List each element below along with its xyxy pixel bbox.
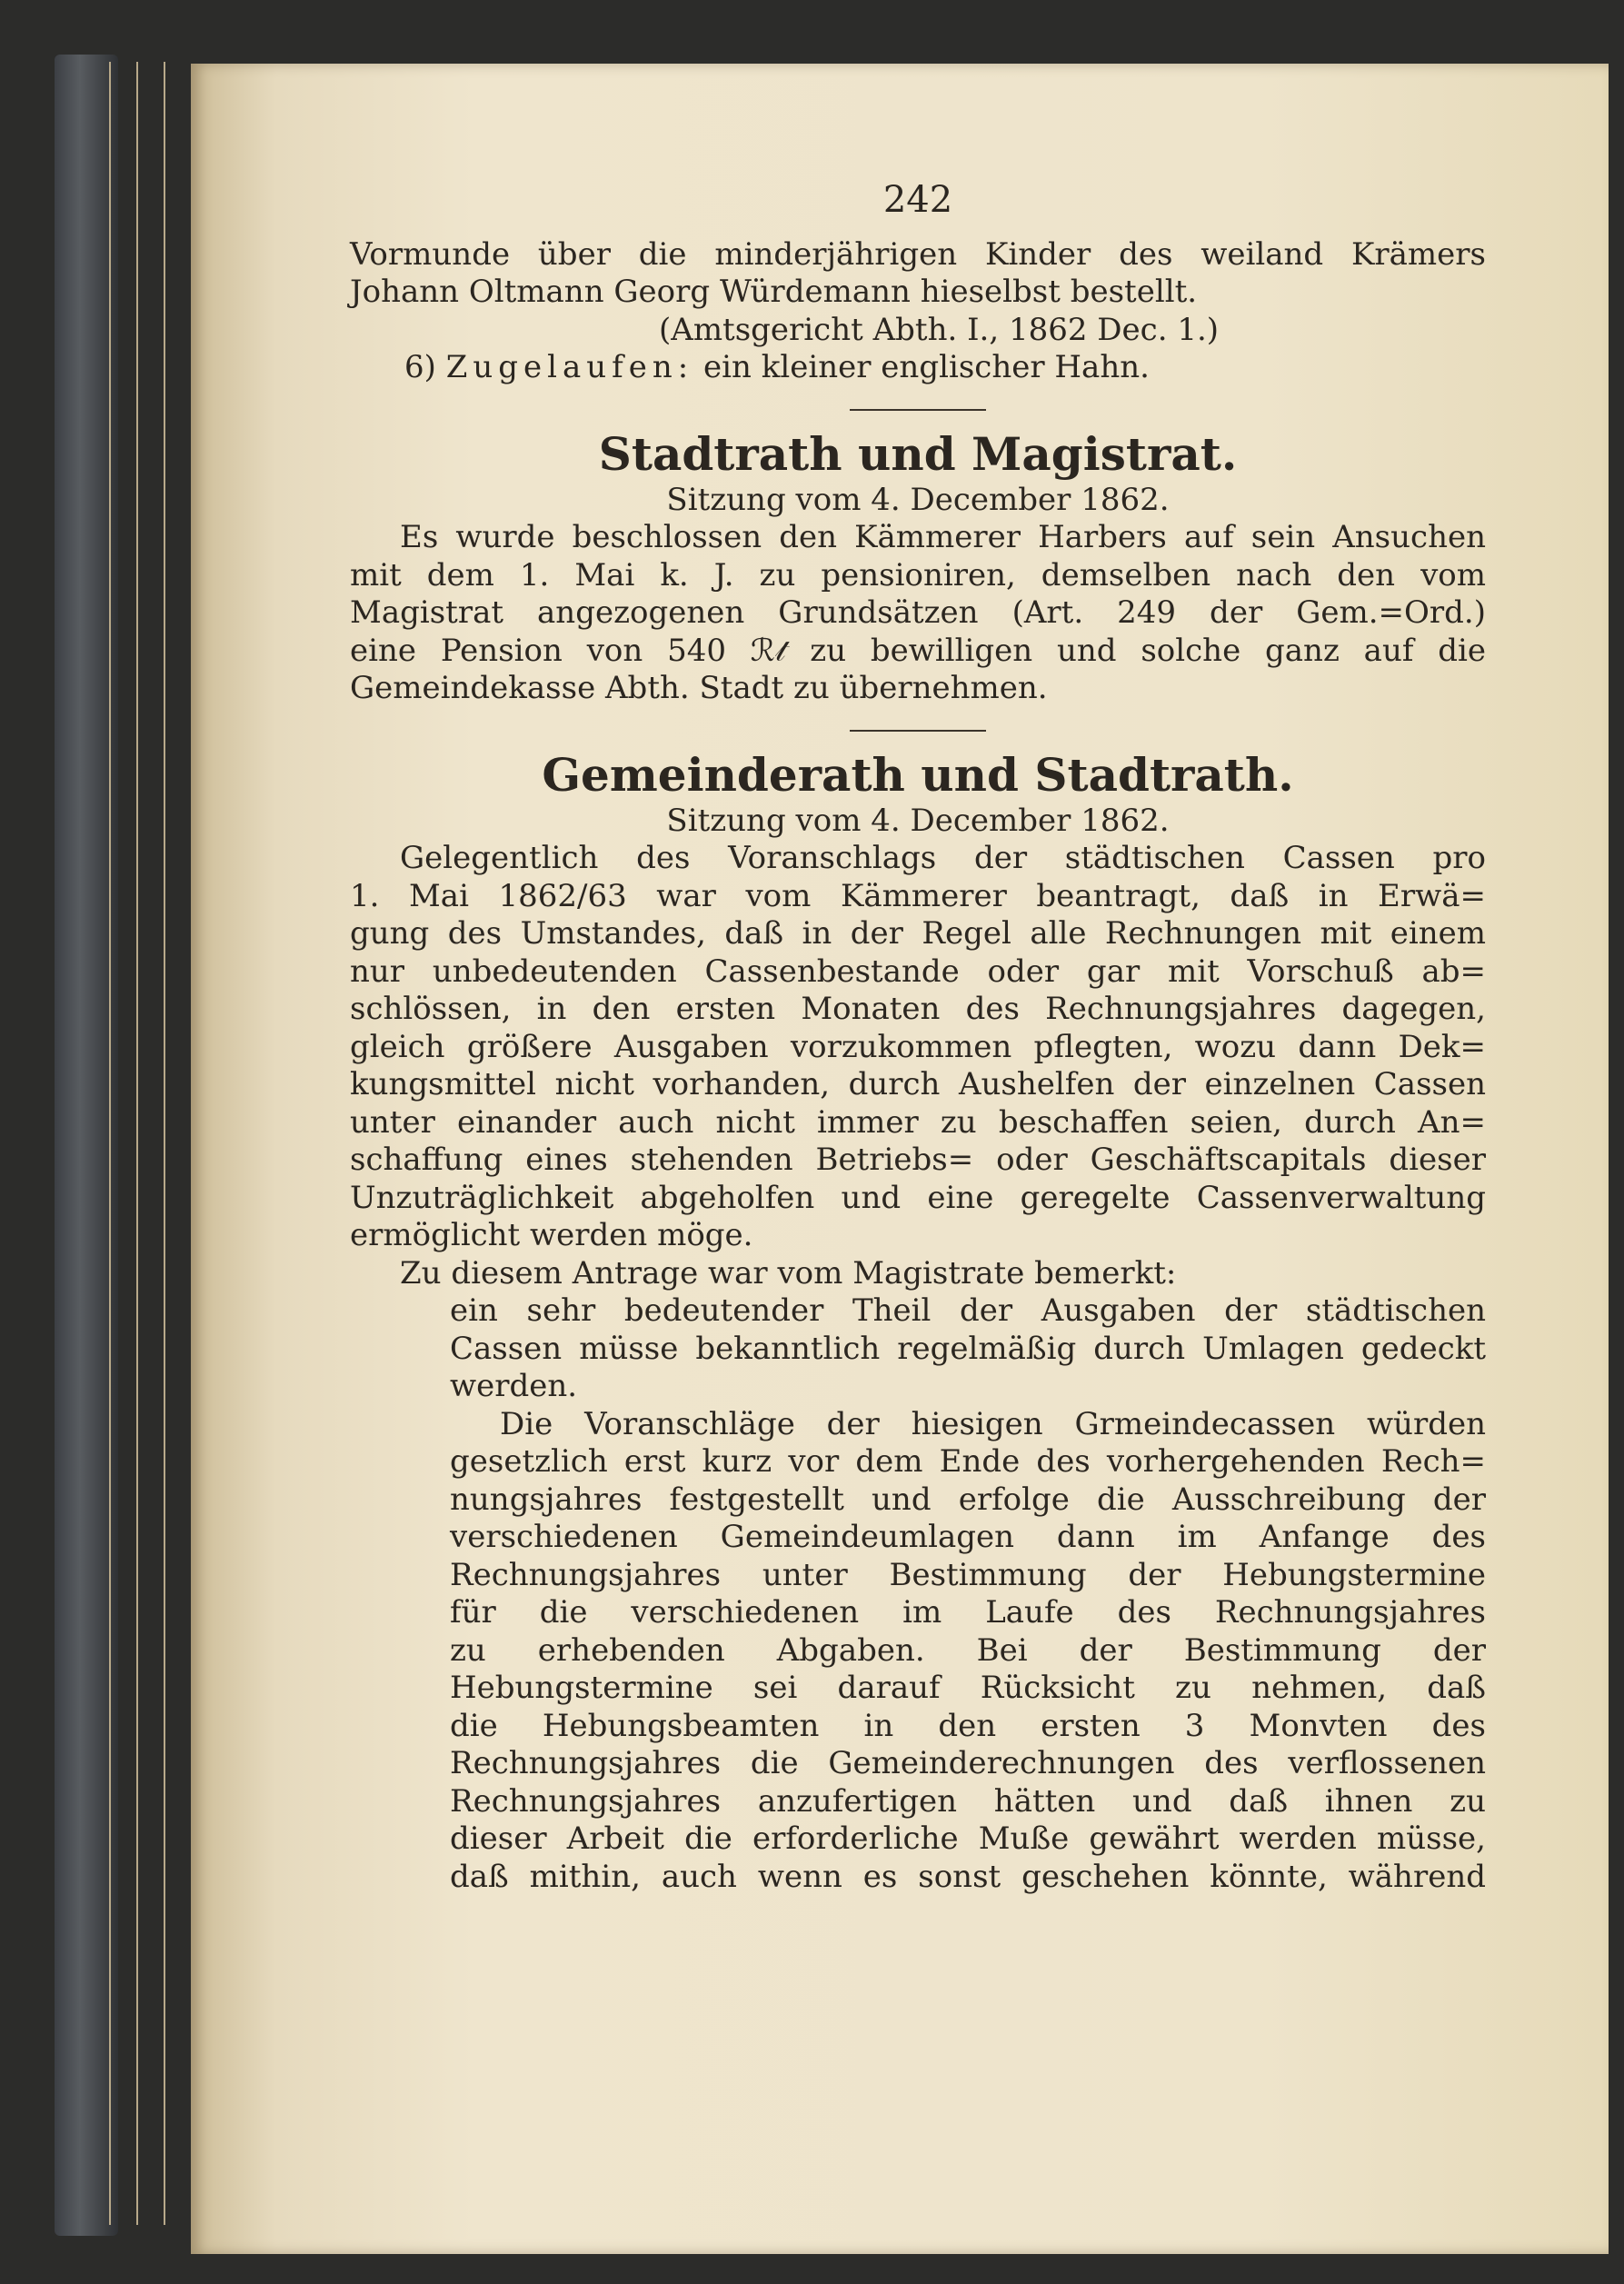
quote-line: daß mithin, auch wenn es sonst geschehen könnte, während (450, 1858, 1486, 1895)
paragraph-line: mit dem 1. Mai k. J. zu pensioniren, demselben nach den vom (350, 556, 1486, 593)
paragraph-line: Unzuträglichkeit abgeholfen und eine geregelte Cassenverwaltung (350, 1179, 1486, 1216)
intro-line: Johann Oltmann Georg Würdemann hieselbst bestellt. (350, 274, 1198, 310)
paragraph-line: Es wurde beschlossen den Kämmerer Harbers auf sein Ansuchen (400, 519, 1486, 555)
session-date: Sitzung vom 4. December 1862. (666, 481, 1170, 518)
item-6 (350, 349, 1486, 387)
page-text (350, 179, 1486, 1896)
quote-line: dieser Arbeit die erforderliche Muße gewährt werden müsse, (450, 1820, 1486, 1857)
quote-line: gesetzlich erst kurz vor dem Ende des vorhergehenden Rech= (450, 1443, 1486, 1480)
quote-line: zu erhebenden Abgaben. Bei der Bestimmung der (450, 1631, 1486, 1669)
section-divider (850, 730, 986, 732)
section-title: Gemeinderath und Stadtrath. (542, 747, 1294, 802)
paragraph-line: schlössen, in den ersten Monaten des Rechnungsjahres dagegen, (350, 991, 1486, 1027)
session-date: Sitzung vom 4. December 1862. (666, 802, 1170, 839)
item-6-text: ein kleiner englischer Hahn. (703, 349, 1150, 385)
section-title: Stadtrath und Magistrat. (598, 426, 1238, 481)
paragraph-line: schaffung eines stehenden Betriebs= oder Geschäftscapitals dieser (350, 1142, 1486, 1178)
section-divider (850, 409, 986, 411)
paragraph-line: ermöglicht werden möge. (350, 1217, 753, 1253)
quote-line: Hebungstermine sei darauf Rücksicht zu nehmen, daß (450, 1670, 1486, 1706)
magistrat-remark: Zu diesem Antrage war vom Magistrate bemerkt: (400, 1254, 1177, 1292)
quote-line: werden. (450, 1368, 578, 1404)
paragraph-line: Gelegentlich des Voranschlags der städtischen Cassen pro (400, 840, 1486, 876)
quote-line: verschiedenen Gemeindeumlagen dann im Anfange des (450, 1519, 1486, 1555)
magistrat-quote (450, 1292, 1486, 1896)
item-6-heading: Zugelaufen: (445, 349, 694, 385)
paragraph-line: Magistrat angezogenen Grundsätzen (Art. 249 der Gem.=Ord.) (350, 594, 1486, 631)
paragraph-line: unter einander auch nicht immer zu beschaffen seien, durch An= (350, 1103, 1486, 1141)
quote-line: Rechnungsjahres anzufertigen hätten und daß ihnen zu (450, 1782, 1486, 1820)
paragraph-line: gleich größere Ausgaben vorzukommen pflegten, wozu dann Dek= (350, 1028, 1486, 1065)
quote-line: für die verschiedenen im Laufe des Rechnungsjahres (450, 1594, 1486, 1631)
quote-line: nungsjahres festgestellt und erfolge die Ausschreibung der (450, 1481, 1486, 1518)
paragraph-line: eine Pension von 540 ℛ𝓉 zu bewilligen und solche ganz auf die (350, 632, 1486, 669)
intro-line: Vormunde über die minderjährigen Kinder des weiland Krämers (350, 235, 1486, 273)
intro-reference: (Amtsgericht Abth. I., 1862 Dec. 1.) (659, 311, 1220, 348)
paragraph-line: gung des Umstandes, daß in der Regel alle Rechnungen mit einem (350, 915, 1486, 952)
item-6-label: 6) (404, 349, 436, 385)
quote-line: ein sehr bedeutender Theil der Ausgaben der städtischen (450, 1292, 1486, 1329)
quote-line: Rechnungsjahres unter Bestimmung der Hebungstermine (450, 1556, 1486, 1593)
paragraph-line: Gemeindekasse Abth. Stadt zu übernehmen. (350, 670, 1048, 706)
quote-line: Cassen müsse bekanntlich regelmäßig durch Umlagen gedeckt (450, 1330, 1486, 1367)
paragraph-line: nur unbedeutenden Cassenbestande oder gar mit Vorschuß ab= (350, 952, 1486, 990)
paragraph-line: 1. Mai 1862/63 war vom Kämmerer beantragt, daß in Erwä= (350, 877, 1486, 914)
page-number: 242 (882, 179, 953, 221)
quote-line: Rechnungsjahres die Gemeinderechnungen des verflossenen (450, 1745, 1486, 1781)
quote-line: die Hebungsbeamten in den ersten 3 Monvten des (450, 1707, 1486, 1744)
paragraph-line: kungsmittel nicht vorhanden, durch Aushelfen der einzelnen Cassen (350, 1066, 1486, 1102)
quote-line: Die Voranschläge der hiesigen Grmeindecassen würden (500, 1405, 1486, 1442)
